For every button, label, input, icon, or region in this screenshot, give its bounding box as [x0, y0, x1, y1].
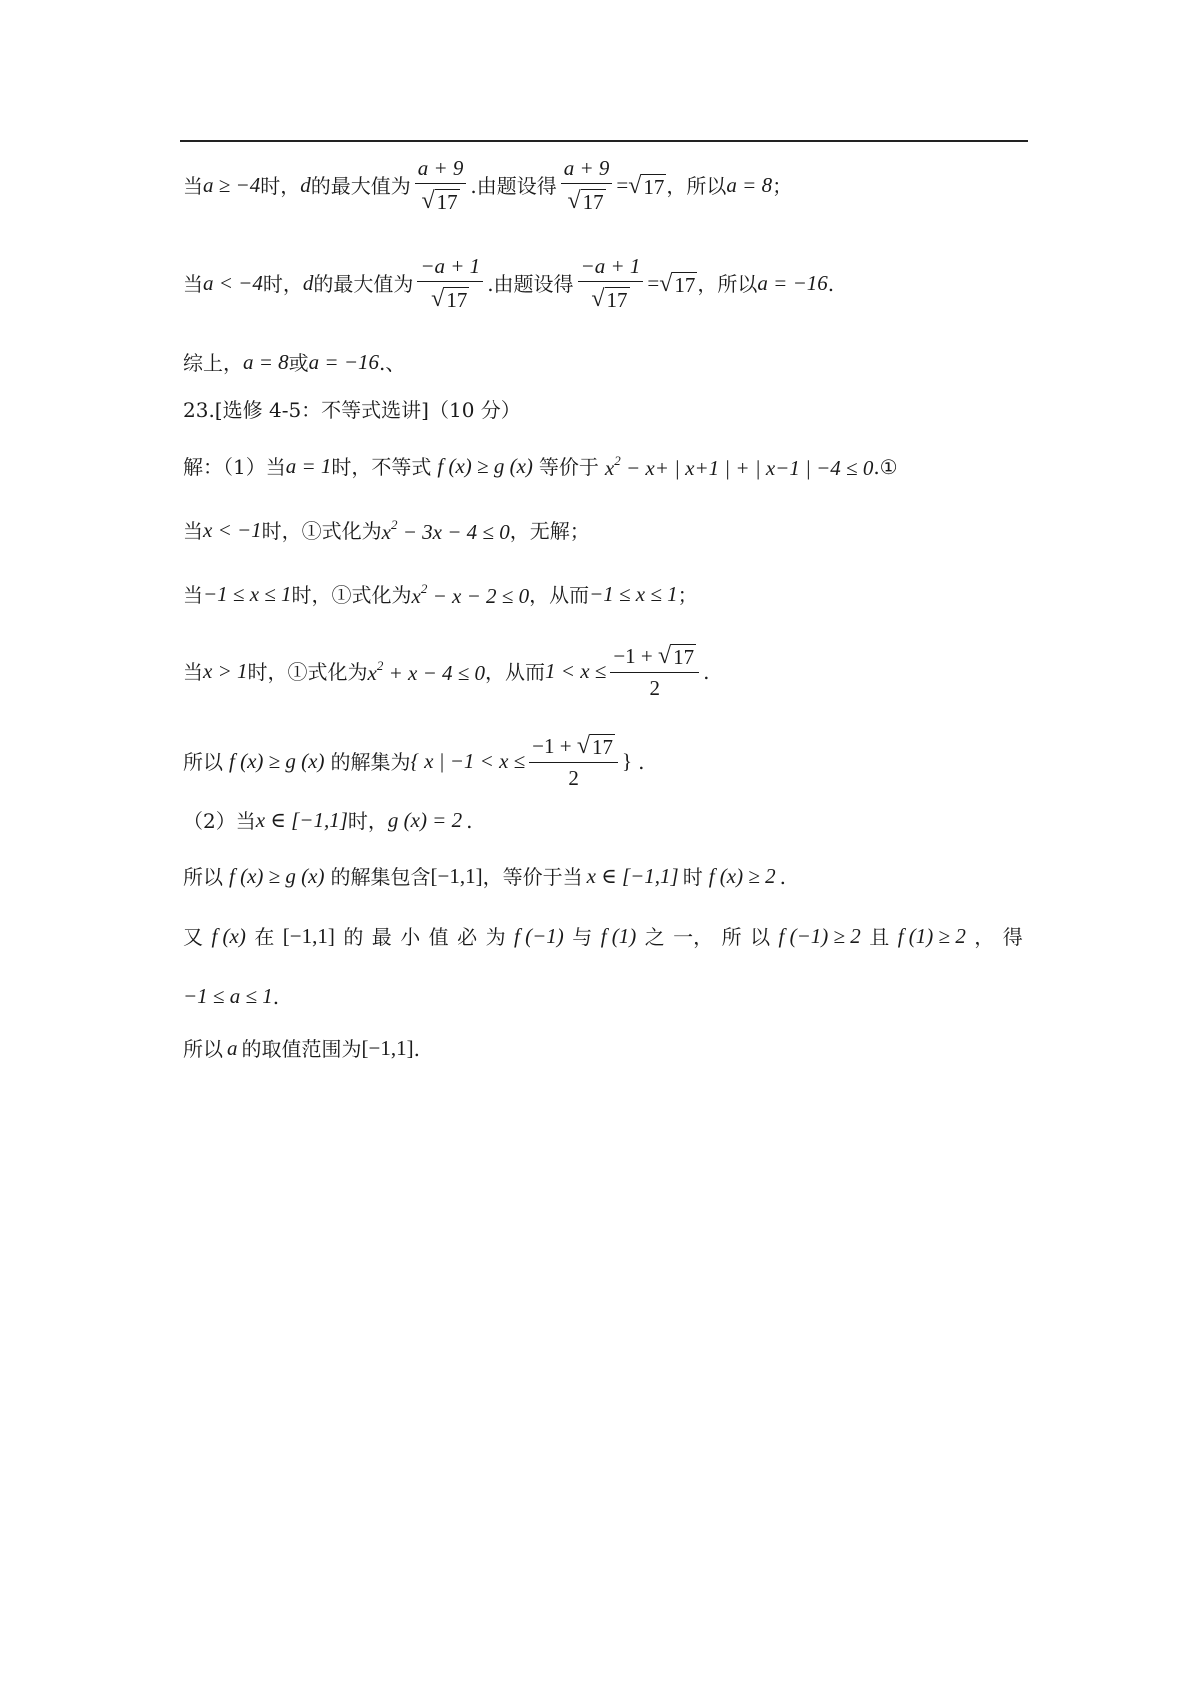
math: a = 1: [285, 454, 332, 478]
math: a: [227, 1036, 238, 1060]
math-base: x: [367, 661, 377, 685]
heading-text: 23.[选修 4-5：不等式选讲]（10 分）: [183, 398, 521, 422]
text: .: [272, 984, 280, 1009]
math-base: x: [604, 456, 615, 480]
math: d: [302, 271, 314, 295]
math: [−1,1]: [430, 864, 483, 888]
text: 综上，: [183, 350, 243, 375]
denominator: √ 17: [421, 188, 458, 214]
math: a = 8: [726, 173, 773, 197]
text: ，所以: [666, 173, 727, 198]
text: .: [827, 271, 835, 296]
text: 时: [682, 864, 703, 889]
text: 当: [183, 173, 203, 198]
text: 的取值范围为: [241, 1036, 362, 1061]
text: 所以: [183, 749, 223, 774]
text: .: [466, 808, 473, 833]
radicand: 17: [446, 288, 468, 312]
math: x ∈ [−1,1]: [586, 864, 679, 888]
denominator: √ 17: [431, 286, 468, 312]
text: .: [779, 864, 786, 889]
text: ，无解；: [509, 518, 590, 543]
math: 1 < x ≤: [545, 659, 607, 683]
numerator: a + 9: [561, 158, 613, 184]
denominator: √ 17: [567, 188, 604, 214]
text: 当: [183, 271, 203, 296]
radicand: 17: [582, 190, 604, 214]
text: 在: [254, 924, 275, 949]
fraction: [561, 158, 613, 213]
text: 所: [721, 924, 742, 949]
math: −1 ≤ x ≤ 1: [203, 582, 292, 606]
text: 或: [288, 350, 309, 375]
num-part: −1 +: [532, 734, 577, 758]
numerator: −a + 1: [578, 256, 644, 282]
math: f (−1) ≥ 2: [778, 924, 861, 948]
text: 小: [400, 924, 421, 949]
math: a = −16: [757, 271, 828, 295]
fraction: [417, 256, 483, 311]
math: [382, 518, 510, 543]
summary-line: [183, 352, 405, 373]
text: 时，①式化为: [261, 518, 382, 543]
conclusion-line: [183, 1038, 420, 1059]
math-base: x: [381, 520, 391, 544]
text: 时，: [347, 808, 388, 833]
header-rule: [180, 140, 1028, 142]
math: x > 1: [203, 659, 248, 683]
text: ；: [677, 582, 698, 607]
text: 得: [1002, 924, 1023, 949]
math: a ≥ −4: [203, 173, 261, 197]
text: （2）当: [183, 808, 256, 833]
text: 的解集为: [330, 749, 411, 774]
text: 的最大值为: [310, 173, 411, 198]
denominator: 2: [649, 676, 660, 700]
math-base: x: [411, 584, 421, 608]
math: [368, 659, 486, 684]
text: 等价于: [538, 454, 599, 479]
radicand: 17: [643, 174, 665, 199]
math: [605, 454, 873, 479]
math: f (x) ≥ g (x): [437, 454, 533, 478]
math: f (1) ≥ 2: [897, 924, 966, 948]
text: ，等价于当: [482, 864, 583, 889]
math: a = 8: [243, 350, 289, 374]
text: ，: [974, 924, 995, 949]
fraction: [415, 158, 467, 213]
numerator: −1 + √ 17: [529, 734, 618, 763]
math: x < −1: [203, 518, 262, 542]
case-a-ge-minus4: [183, 158, 792, 213]
text: 当: [183, 518, 203, 543]
text: 时，不等式: [331, 454, 432, 479]
math-rest: − x − 2 ≤ 0: [427, 584, 530, 608]
radicand: 17: [673, 645, 695, 669]
math: −1 ≤ a ≤ 1: [183, 984, 273, 1008]
math: =: [616, 173, 629, 197]
denominator: 2: [568, 766, 579, 790]
radicand: 17: [592, 735, 614, 759]
text: .①: [873, 454, 898, 479]
text: ，从而: [485, 659, 546, 684]
text: .: [703, 659, 710, 684]
text: .由题设得: [470, 173, 557, 198]
text: 时，①式化为: [291, 582, 412, 607]
exponent: 2: [420, 581, 428, 596]
math: −1 ≤ x ≤ 1: [589, 582, 678, 606]
numerator: −a + 1: [417, 256, 483, 282]
solution-part2: [183, 810, 472, 831]
text: 与: [572, 924, 593, 949]
math: f (x) ≥ g (x): [229, 864, 325, 888]
exponent: 2: [391, 517, 398, 532]
math: g (x) = 2: [387, 808, 463, 832]
text: 一，: [673, 924, 714, 949]
text: 的解集包含: [330, 864, 431, 889]
text: .由题设得: [487, 271, 574, 296]
solution-set-line: [183, 734, 644, 789]
solution-part1: [183, 454, 898, 479]
text: ；: [772, 173, 793, 198]
math: }: [622, 749, 633, 773]
text: .: [638, 749, 645, 774]
a-range-result: [183, 986, 279, 1007]
text: 时，①式化为: [247, 659, 368, 684]
text: 时，: [262, 271, 303, 296]
sqrt: √ 17: [659, 270, 696, 297]
text: 又: [183, 924, 203, 949]
math: f (x): [211, 924, 246, 948]
text: 之: [644, 924, 665, 949]
text: 且: [869, 924, 890, 949]
text: 以: [750, 924, 771, 949]
math: f (x) ≥ g (x): [229, 749, 325, 773]
math: [412, 582, 530, 607]
exponent: 2: [376, 658, 384, 673]
fraction: [529, 734, 618, 789]
numerator: a + 9: [415, 158, 467, 184]
math: { x | −1 < x ≤: [410, 749, 526, 773]
math: f (x) ≥ 2: [708, 864, 776, 888]
text: 当: [183, 582, 203, 607]
fraction: [610, 644, 699, 699]
case-x-between: [183, 582, 698, 607]
fraction: [578, 256, 644, 311]
equivalence-line: [183, 866, 786, 887]
text: ，从而: [529, 582, 590, 607]
text: 值: [428, 924, 449, 949]
case-a-lt-minus4: [183, 256, 834, 311]
math: f (1): [600, 924, 637, 948]
case-x-lt-minus1: [183, 518, 590, 543]
math: x ∈ [−1,1]: [255, 808, 348, 832]
text: 的: [343, 924, 364, 949]
text: 所以: [183, 1036, 223, 1061]
math-rest: + x − 4 ≤ 0: [383, 661, 486, 685]
text: 为: [485, 924, 506, 949]
text: 必: [457, 924, 478, 949]
math: f (−1): [514, 924, 564, 948]
case-x-gt-1: [183, 644, 710, 699]
problem-23-heading: [183, 400, 521, 420]
text: ，所以: [697, 271, 758, 296]
math: a < −4: [203, 271, 263, 295]
radicand: 17: [606, 288, 628, 312]
denominator: √ 17: [591, 286, 628, 312]
text: 最: [371, 924, 392, 949]
min-value-line: [183, 926, 1023, 947]
text: 时，: [260, 173, 301, 198]
exponent: 2: [614, 453, 621, 468]
radicand: 17: [674, 272, 696, 297]
radicand: 17: [436, 190, 458, 214]
text: 的最大值为: [313, 271, 414, 296]
text: .、: [379, 350, 406, 375]
text: 当: [183, 659, 203, 684]
text: 解：（1）当: [183, 454, 286, 479]
text: .: [413, 1036, 420, 1061]
num-part: −1 +: [613, 644, 658, 668]
math-rest: − x+ | x+1 | + | x−1 | −4 ≤ 0: [620, 456, 874, 480]
math: =: [647, 271, 660, 295]
math: a = −16: [308, 350, 380, 374]
math: [−1,1]: [361, 1036, 414, 1060]
sqrt: √ 17: [628, 172, 665, 199]
math-rest: − 3x − 4 ≤ 0: [397, 520, 510, 544]
math: d: [300, 173, 311, 197]
text: 所以: [183, 864, 223, 889]
math: [−1,1]: [282, 924, 335, 948]
numerator: −1 + √ 17: [610, 644, 699, 673]
